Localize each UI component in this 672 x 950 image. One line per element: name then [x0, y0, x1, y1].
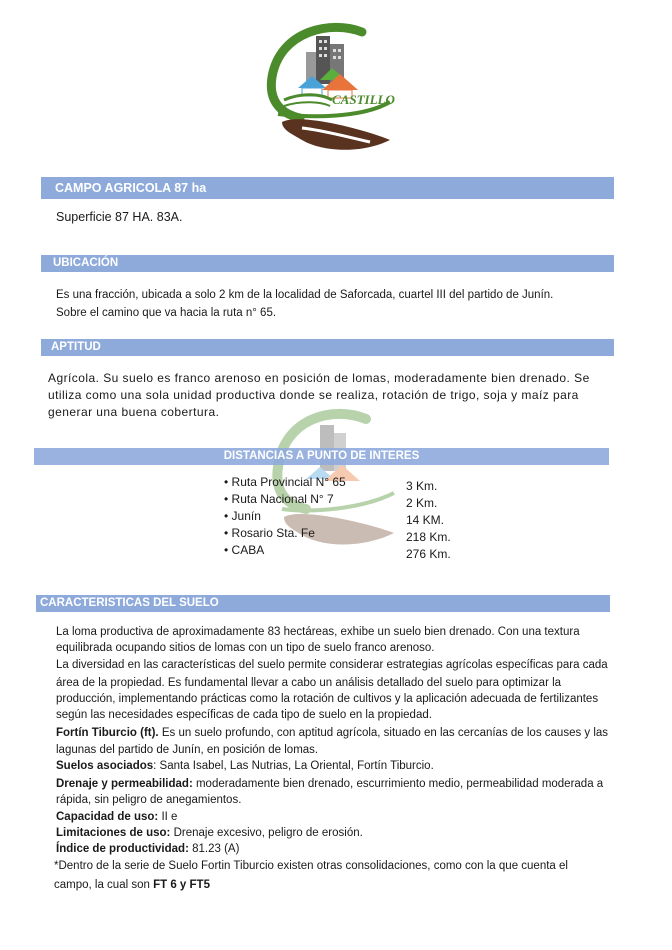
bullet-icon: • [224, 509, 229, 523]
nota-bold: FT 6 y FT5 [153, 879, 210, 891]
distance-place: Junín [231, 509, 261, 523]
distance-place: Rosario Sta. Fe [231, 526, 315, 540]
section-title-distancias: DISTANCIAS A PUNTO DE INTERES [223, 450, 420, 462]
section-header-aptitud [41, 339, 614, 356]
asociados-text: : Santa Isabel, Las Nutrias, La Oriental, Fortín Tiburcio. [153, 760, 434, 772]
distance-item [224, 509, 261, 523]
aptitud-line-1: Agrícola. Su suelo es franco arenoso en posición de lomas, moderadamente bien drenado. Se [48, 371, 590, 385]
bullet-icon: • [224, 475, 229, 489]
distance-item [224, 526, 315, 540]
distance-item [224, 492, 334, 506]
suelo-para2-line-1: La diversidad en las características del suelo permite considerar estrategias agrícolas específicas para cada [56, 659, 608, 671]
limitaciones-text: Drenaje excesivo, peligro de erosión. [170, 827, 363, 839]
superficie-text: Superficie 87 HA. 83A. [56, 210, 183, 224]
section-header-campo [41, 177, 614, 199]
nota-line-2 [54, 877, 210, 894]
indice-text: 81.23 (A) [188, 843, 240, 855]
capacidad-line [56, 809, 177, 826]
distance-value: 3 Km. [406, 479, 438, 493]
distance-value: 2 Km. [406, 496, 438, 510]
section-header-ubicacion [41, 255, 614, 272]
drenaje-label: Drenaje y permeabilidad: [56, 778, 193, 790]
fortin-line-2: lagunas del partido de Junín, en posición de lomas. [56, 744, 319, 756]
castillo-logo-graphic [262, 22, 410, 162]
aptitud-line-3: generar una buena cobertura. [48, 405, 220, 419]
section-title-suelo: CARACTERISTICAS DEL SUELO [40, 597, 219, 609]
drenaje-line-2: rápida, sin peligro de anegamientos. [56, 794, 242, 806]
bullet-icon: • [224, 492, 229, 506]
fortin-text-1: Es un suelo profundo, con aptitud agrícola, situado en las cercanías de los causes y las [158, 727, 609, 739]
limitaciones-label: Limitaciones de uso: [56, 827, 171, 839]
distance-item [224, 543, 264, 557]
distance-place: Ruta Nacional N° 7 [231, 492, 334, 506]
indice-line [56, 841, 239, 858]
distance-value: 218 Km. [406, 530, 451, 544]
asociados-line [56, 758, 434, 775]
logo-brand-text: CASTILLO [332, 92, 395, 107]
nota-text-2: campo, la cual son [54, 879, 154, 891]
section-title-campo: CAMPO AGRICOLA 87 ha [55, 181, 207, 195]
section-header-suelo [36, 595, 610, 612]
bullet-icon: • [224, 526, 229, 540]
capacidad-text: II e [158, 811, 178, 823]
aptitud-line-2: utiliza como una sola unidad productiva donde se realiza, rotación de trigo, soja y maíz para [48, 388, 579, 402]
distance-item [224, 475, 346, 489]
suelo-para1-line-2: equilibrada ocupando sitios de lomas con un tipo de suelo franco arenoso. [56, 642, 435, 654]
suelo-para1-line-1: La loma productiva de aproximadamente 83 hectáreas, exhibe un suelo bien drenado. Con una textura [56, 626, 580, 638]
drenaje-line-1 [56, 776, 603, 793]
ubicacion-line-2: Sobre el camino que va hacia la ruta n° 65. [56, 307, 277, 319]
suelo-para2-line-4: según las necesidades específicas de cada tipo de suelo en la propiedad. [56, 709, 432, 721]
suelo-para2-line-2: área de la propiedad. Es fundamental llevar a cabo un análisis detallado del suelo para optimizar la [56, 677, 562, 689]
distance-place: Ruta Provincial N° 65 [231, 475, 346, 489]
fortin-label: Fortín Tiburcio (ft). [56, 727, 159, 739]
capacidad-label: Capacidad de uso: [56, 811, 159, 823]
distance-value: 14 KM. [406, 513, 445, 527]
suelo-para2-line-3: producción, implementando prácticas como la rotación de cultivos y la aplicación adecuada de fertilizantes [56, 693, 599, 705]
distance-value: 276 Km. [406, 547, 451, 561]
drenaje-text-1: moderadamente bien drenado, escurrimiento medio, permeabilidad moderada a [192, 778, 604, 790]
section-title-aptitud: APTITUD [51, 341, 101, 353]
company-logo [262, 22, 410, 162]
limitaciones-line [56, 825, 363, 842]
ubicacion-line-1: Es una fracción, ubicada a solo 2 km de la localidad de Saforcada, cuartel III del partido de Junín. [56, 289, 554, 301]
indice-label: Índice de productividad: [56, 843, 189, 855]
asociados-label: Suelos asociados [56, 760, 154, 772]
distance-place: CABA [231, 543, 265, 557]
section-title-ubicacion: UBICACIÓN [53, 257, 119, 269]
fortin-line-1 [56, 725, 608, 742]
bullet-icon: • [224, 543, 229, 557]
section-header-distancias [34, 448, 609, 465]
nota-line-1: *Dentro de la serie de Suelo Fortin Tiburcio existen otras consolidaciones, como con la que cuenta el [54, 860, 568, 872]
